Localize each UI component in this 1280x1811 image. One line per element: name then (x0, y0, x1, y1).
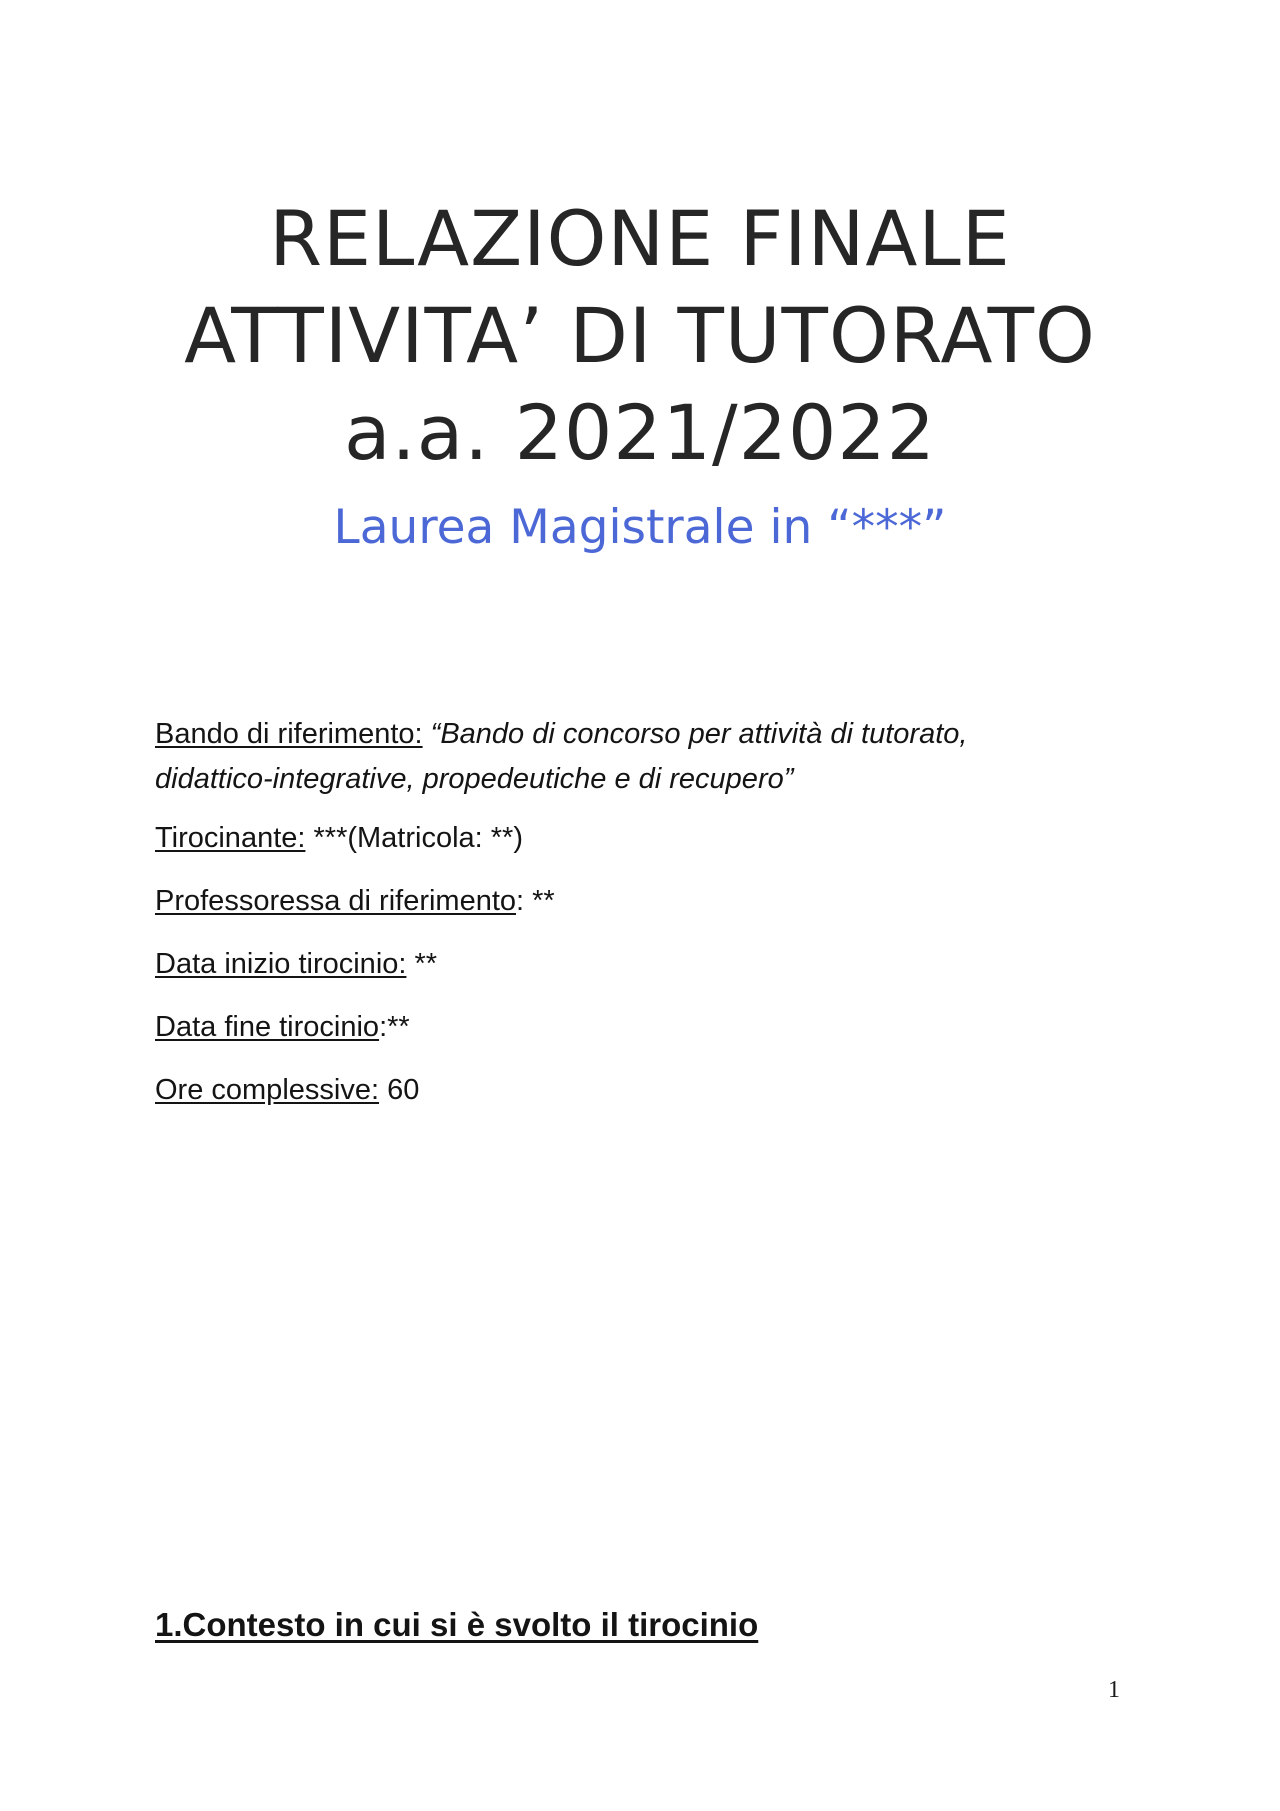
document-title (0, 190, 1280, 481)
info-row-bando (155, 712, 1115, 802)
info-row-data-fine (155, 1005, 1115, 1050)
bando-value-line1: “Bando di concorso per attività di tutorato, (430, 718, 968, 750)
ore-value: 60 (379, 1074, 420, 1106)
bando-label: Bando di riferimento: (155, 718, 423, 750)
document-subtitle: Laurea Magistrale in “***” (333, 500, 947, 555)
info-block (155, 712, 1115, 1131)
professoressa-value: : ** (516, 885, 555, 917)
data-inizio-value: ** (406, 948, 438, 980)
title-line-2: ATTIVITA’ DI TUTORATO (184, 291, 1096, 380)
data-fine-value: :** (379, 1011, 410, 1043)
info-row-ore (155, 1068, 1115, 1113)
bando-value-line2: didattico-integrative, propedeutiche e di recupero” (155, 763, 794, 795)
info-row-tirocinante (155, 816, 1115, 861)
data-fine-label: Data fine tirocinio (155, 1011, 380, 1043)
data-inizio-label: Data inizio tirocinio: (155, 948, 407, 980)
info-row-data-inizio (155, 942, 1115, 987)
tirocinante-label: Tirocinante: (155, 822, 306, 854)
ore-label: Ore complessive: (155, 1074, 380, 1106)
title-line-1: RELAZIONE FINALE (269, 194, 1011, 283)
page-number: 1 (1108, 1677, 1120, 1703)
title-line-3: a.a. 2021/2022 (343, 388, 937, 477)
info-row-professoressa (155, 879, 1115, 924)
professoressa-label: Professoressa di riferimento (155, 885, 517, 917)
tirocinante-value: ***(Matricola: **) (305, 822, 523, 854)
section-heading: 1.Contesto in cui si è svolto il tirocinio (155, 1606, 759, 1643)
